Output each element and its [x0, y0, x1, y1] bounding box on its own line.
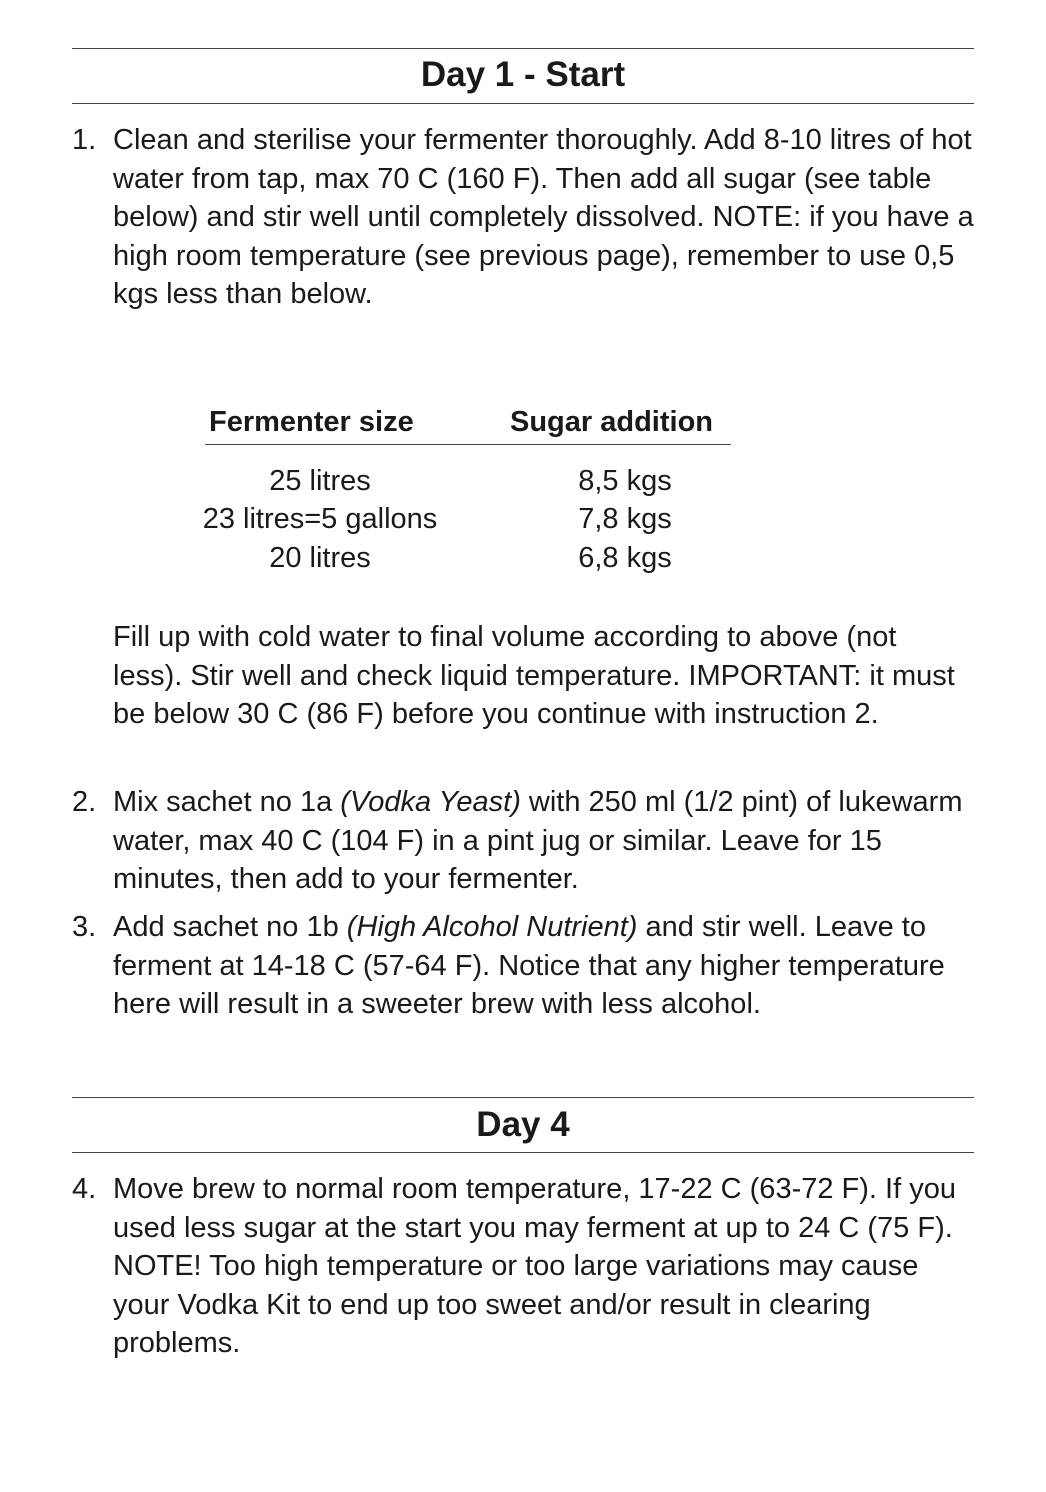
step-text [113, 783, 974, 899]
product-name: (Vodka Yeast) [340, 786, 521, 818]
step-number: 4. [72, 1173, 97, 1205]
table-cell-size: 20 litres [269, 542, 371, 574]
table-header-sugar-addition: Sugar addition [510, 406, 713, 438]
table-cell-size: 23 litres=5 gallons [202, 503, 438, 535]
step-number: 1. [72, 124, 97, 156]
section-rule-top [72, 1097, 974, 1098]
step-text [113, 908, 974, 1024]
step-1 [72, 121, 974, 314]
section-rule-bottom [72, 1152, 974, 1153]
section-heading-day4: Day 4 [476, 1105, 570, 1144]
step-text-part: Mix sachet no 1a [113, 786, 341, 818]
step-number: 2. [72, 786, 97, 818]
section-rule-bottom [72, 103, 974, 104]
step-2 [72, 783, 974, 899]
table-header-fermenter-size: Fermenter size [209, 406, 414, 438]
section-heading-day1: Day 1 - Start [420, 55, 626, 94]
step-1-continuation: Fill up with cold water to final volume according to above (not less). Stir well and check liquid temperature. IMPORTANT: it must be below 30 C (86 F) before you continue with instruction 2. [113, 621, 955, 731]
step-text-part: Add sachet no 1b [113, 911, 347, 943]
table-cell-sugar: 8,5 kgs [578, 465, 672, 497]
step-number: 3. [72, 911, 97, 943]
step-3 [72, 908, 974, 1024]
table-cell-sugar: 6,8 kgs [578, 542, 672, 574]
table-cell-sugar: 7,8 kgs [578, 503, 672, 535]
step-text: Clean and sterilise your fermenter thoroughly. Add 8-10 litres of hot water from tap, max 70 C (160 F). Then add all sugar (see table below) and stir well until completely dissolved. NOTE: if you have a high room temperature (see previous page), remember to use 0,5 kgs less than below. [113, 124, 974, 311]
table-cell-size: 25 litres [269, 465, 371, 497]
step-text: Move brew to normal room temperature, 17-22 C (63-72 F). If you used less sugar at the start you may ferment at up to 24 C (75 F). NOTE! Too high temperature or too large variations may cause your Vodka Kit to end up too sweet and/or result in clearing problems. [113, 1173, 956, 1360]
product-name: (High Alcohol Nutrient) [346, 911, 638, 943]
table-header-rule [205, 444, 731, 445]
step-text-part: with 250 ml (1/2 pint) of lukewarm water, max 40 C (104 F) in a pint jug or similar. Leave for 15 minutes, then add to your fermenter. [113, 786, 963, 896]
step-4 [72, 1170, 974, 1363]
step-text-part: and stir well. Leave to ferment at 14-18 C (57-64 F). Notice that any higher temperature here will result in a sweeter brew with less alcohol. [113, 911, 945, 1021]
section-rule-top [72, 48, 974, 49]
